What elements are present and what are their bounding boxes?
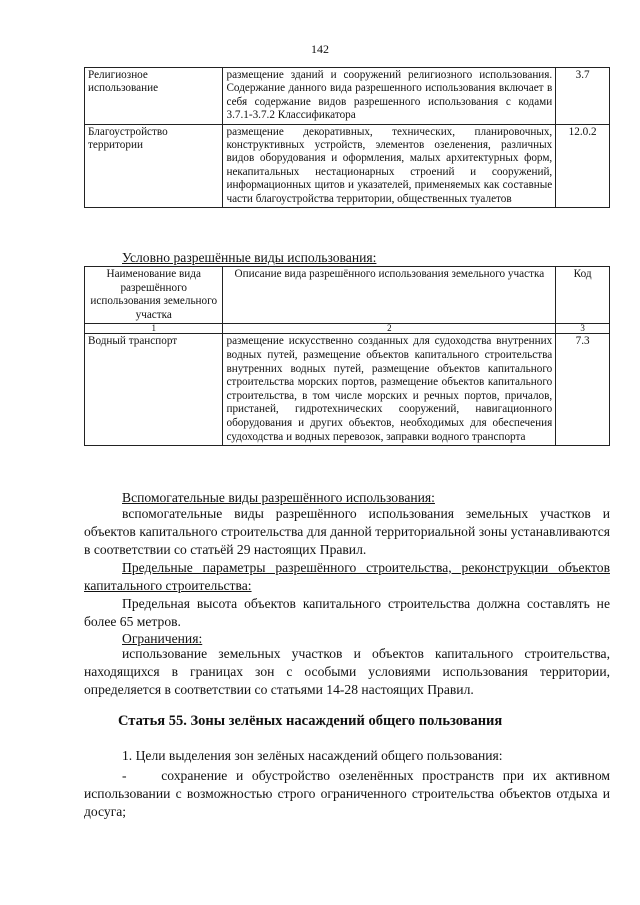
use-code: 7.3 xyxy=(556,334,610,446)
use-description: размещение декоративных, технических, планировочных, конструктивных устройств, элементов озеленения, различных видов оборудования и оформления, малых архитектурных форм, некапитальных нестационарных строений и сооружений, информационных щитов и указателей, применяемых как составные части благоустройства территории, общественных туалетов xyxy=(223,124,556,207)
header-name: Наименование вида разрешённого использования земельного участка xyxy=(85,267,223,324)
column-number: 2 xyxy=(223,324,556,334)
use-description: размещение зданий и сооружений религиозного использования. Содержание данного вида разрешенного использования включает в себя содержание видов разрешенного использования с кодами 3.7.1-3.7.2 Классификатора xyxy=(223,68,556,125)
conditional-uses-table xyxy=(84,266,610,446)
limits-text: Предельная высота объектов капитального строительства должна составлять не более 65 метров. xyxy=(84,596,610,629)
table-row xyxy=(85,124,610,207)
table-row xyxy=(85,68,610,125)
restrictions-heading: Ограничения: xyxy=(122,631,203,646)
column-number-row xyxy=(85,324,610,334)
article-title: Статья 55. Зоны зелёных насаждений общего пользования xyxy=(118,713,503,729)
page-number: 142 xyxy=(311,42,329,56)
header-description: Описание вида разрешённого использования земельного участка xyxy=(223,267,556,324)
use-code: 12.0.2 xyxy=(556,124,610,207)
goals-heading: 1. Цели выделения зон зелёных насаждений общего пользования: xyxy=(122,748,503,763)
use-name: Религиозное использование xyxy=(85,68,223,125)
header-code: Код xyxy=(556,267,610,324)
column-number: 3 xyxy=(556,324,610,334)
goals-bullet xyxy=(84,767,610,821)
column-number: 1 xyxy=(85,324,223,334)
restrictions-text: использование земельных участков и объектов капитального строительства, находящихся в границах зон с особыми условиями использования территории, определяется в соответствии со статьями 14-28 настоящих Правил. xyxy=(84,646,610,697)
table-row xyxy=(85,334,610,446)
use-name: Благоустройство территории xyxy=(85,124,223,207)
use-description: размещение искусственно созданных для судоходства внутренних водных путей, размещение объектов капитального строительства внутренних водных путей, размещение объектов капитального строительства морских портов, размещение объектов капитального строительства, в том числе морских и речных портов, причалов, пристаней, гидротехнических сооружений, навигационного оборудования и других объектов, необходимых для обеспечения судоходства и водных перевозок, заправки водного транспорта xyxy=(223,334,556,446)
table-header-row xyxy=(85,267,610,324)
bullet-text: сохранение и обустройство озеленённых пространств при их активном использовании с возможностью строго ограниченного строительства объектов отдыха и досуга; xyxy=(84,768,611,819)
bullet-marker: - xyxy=(122,768,127,783)
auxiliary-uses-text: вспомогательные виды разрешённого использования земельных участков и объектов капитального строительства для данной территориальной зоны устанавливаются в соответствии со статьёй 29 настоящих Правил. xyxy=(84,506,610,557)
auxiliary-uses-heading: Вспомогательные виды разрешённого использования: xyxy=(122,490,435,505)
limits-heading: Предельные параметры разрешённого строительства, реконструкции объектов капитального строительства: xyxy=(84,560,610,593)
permitted-uses-table xyxy=(84,67,610,208)
use-code: 3.7 xyxy=(556,68,610,125)
conditional-uses-heading: Условно разрешённые виды использования: xyxy=(122,250,377,265)
use-name: Водный транспорт xyxy=(85,334,223,446)
